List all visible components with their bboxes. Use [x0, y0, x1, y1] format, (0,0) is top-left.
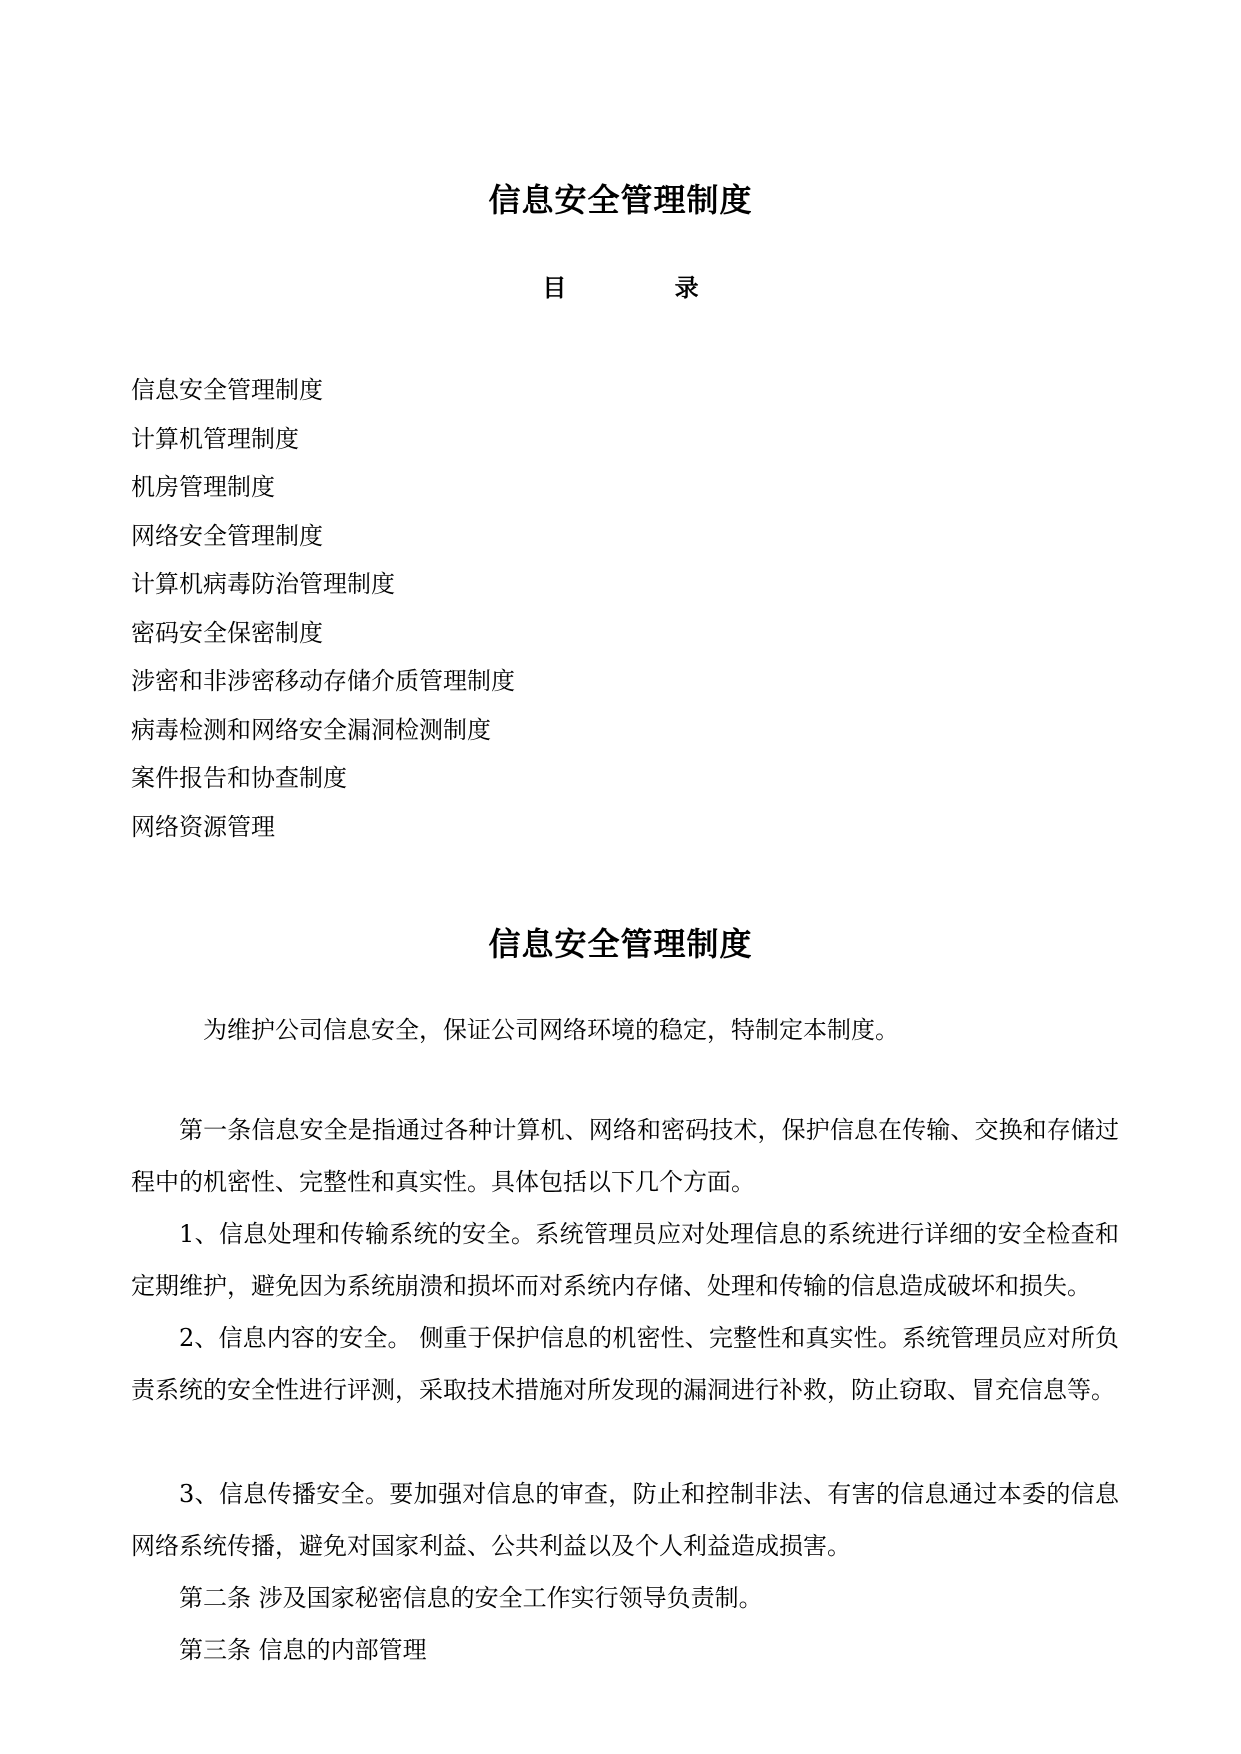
item-3-paragraph: 3、信息传播安全。要加强对信息的审查，防止和控制非法、有害的信息通过本委的信息网络系统传播，避免对国家利益、公共利益以及个人利益造成损害。: [131, 1480, 1119, 1560]
toc-item: 病毒检测和网络安全漏洞检测制度: [131, 715, 491, 744]
item-2-paragraph: 2、信息内容的安全。 侧重于保护信息的机密性、完整性和真实性。系统管理员应对所负责系统的安全性进行评测，采取技术措施对所发现的漏洞进行补救，防止窃取、冒充信息等。: [131, 1324, 1119, 1404]
toc-item: 机房管理制度: [131, 473, 275, 501]
section-title: 信息安全管理制度: [488, 925, 753, 963]
toc-heading: 目 录: [542, 274, 729, 302]
toc-item: 案件报告和协查制度: [131, 764, 347, 792]
document-title: 信息安全管理制度: [488, 181, 753, 219]
article-2-paragraph: 第二条 涉及国家秘密信息的安全工作实行领导负责制。: [179, 1584, 763, 1612]
article-1-paragraph: 第一条信息安全是指通过各种计算机、网络和密码技术，保护信息在传输、交换和存储过程中的机密性、完整性和真实性。具体包括以下几个方面。: [131, 1116, 1119, 1196]
toc-item: 计算机病毒防治管理制度: [131, 570, 395, 598]
item-1-paragraph: 1、信息处理和传输系统的安全。系统管理员应对处理信息的系统进行详细的安全检查和定期维护，避免因为系统崩溃和损坏而对系统内存储、处理和传输的信息造成破坏和损失。: [131, 1220, 1119, 1300]
toc-item: 密码安全保密制度: [131, 618, 323, 647]
toc-item: 计算机管理制度: [131, 424, 299, 453]
toc-item: 信息安全管理制度: [131, 376, 323, 404]
toc-item: 涉密和非涉密移动存储介质管理制度: [131, 667, 515, 695]
toc-item: 网络资源管理: [131, 812, 275, 841]
intro-paragraph: 为维护公司信息安全，保证公司网络环境的稳定，特制定本制度。: [203, 1016, 899, 1044]
article-3-paragraph: 第三条 信息的内部管理: [179, 1636, 427, 1664]
table-of-contents: [131, 366, 515, 851]
toc-item: 网络安全管理制度: [131, 521, 323, 550]
